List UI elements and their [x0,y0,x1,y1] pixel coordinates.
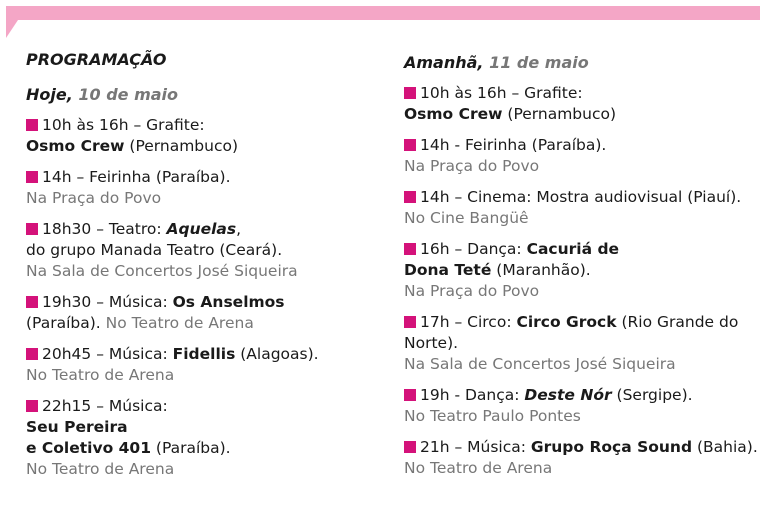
event-venue: No Teatro de Arena [105,314,254,332]
event-venue: No Teatro de Arena [404,459,553,477]
event-artist: Aquelas [166,220,237,238]
event-time-type: 14h - Feirinha (Paraíba). [420,136,607,154]
event-origin: (Rio Grande do [616,313,739,331]
bullet-square-icon [26,296,38,308]
schedule-today-column [26,48,386,490]
day-date: 10 de maio [78,85,179,104]
event-artist: e Coletivo 401 [26,439,151,457]
event-artist: Osmo Crew [26,137,125,155]
list-item [404,385,764,427]
list-item [26,115,386,157]
event-origin: (Bahia). [692,438,758,456]
event-time-type: 19h30 – Música: [42,293,173,311]
event-time-type: 19h - Dança: [420,386,525,404]
list-item [404,312,764,375]
event-time-type: 21h – Música: [420,438,531,456]
bullet-square-icon [26,171,38,183]
event-venue: No Cine Bangüê [404,209,529,227]
day-date: 11 de maio [489,53,589,72]
event-origin: (Sergipe). [611,386,693,404]
bullet-square-icon [404,389,416,401]
event-time-type: 14h – Feirinha (Paraíba). [42,168,231,186]
event-origin: (Paraíba). [150,439,231,457]
event-time-type: 18h30 – Teatro: [42,220,167,238]
bullet-square-icon [26,348,38,360]
list-item [404,187,764,229]
bullet-square-icon [26,400,38,412]
list-item [404,135,764,177]
event-venue: No Teatro de Arena [26,366,175,384]
list-item [26,344,386,386]
event-origin: (Alagoas). [235,345,319,363]
event-punct: , [236,220,242,238]
event-artist: Fidellis [172,345,236,363]
list-item [404,83,764,125]
header-accent-bar [6,6,760,20]
list-item [26,292,386,334]
bullet-square-icon [404,139,416,151]
event-artist: Cacuriá de [526,240,620,258]
event-venue: Na Praça do Povo [26,189,162,207]
day-label: Amanhã, [404,53,484,72]
event-artist: Dona Teté [404,261,492,279]
schedule-tomorrow-column [404,48,764,489]
list-item [26,167,386,209]
event-venue: Na Praça do Povo [404,282,540,300]
list-item [26,396,386,480]
event-time-type: 10h às 16h – Grafite: [420,84,583,102]
bullet-square-icon [404,87,416,99]
list-item [26,219,386,282]
event-origin: Norte). [404,334,459,352]
event-origin: do grupo Manada Teatro (Ceará). [26,241,283,259]
bullet-square-icon [404,441,416,453]
bullet-square-icon [404,316,416,328]
page-title: PROGRAMAÇÃO [26,50,167,69]
event-venue: No Teatro Paulo Pontes [404,407,581,425]
event-venue: Na Praça do Povo [404,157,540,175]
event-time-type: 20h45 – Música: [42,345,173,363]
event-origin: (Paraíba). [26,314,106,332]
bullet-square-icon [26,223,38,235]
event-time-type: 14h – Cinema: Mostra audiovisual (Piauí). [420,188,742,206]
bullet-square-icon [404,191,416,203]
event-artist: Circo Grock [516,313,617,331]
event-artist: Deste Nór [524,386,612,404]
event-time-type: 16h – Dança: [420,240,527,258]
event-venue: Na Sala de Concertos José Siqueira [26,262,298,280]
event-time-type: 10h às 16h – Grafite: [42,116,205,134]
event-venue: No Teatro de Arena [26,460,175,478]
header-accent-corner [6,20,18,38]
event-venue: Na Sala de Concertos José Siqueira [404,355,676,373]
bullet-square-icon [26,119,38,131]
event-origin: (Pernambuco) [129,137,239,155]
bullet-square-icon [404,243,416,255]
event-origin: (Maranhão). [491,261,591,279]
event-origin: (Pernambuco) [507,105,617,123]
list-item [404,437,764,479]
event-time-type: 22h15 – Música: [42,397,168,415]
day-label: Hoje, [26,85,73,104]
event-time-type: 17h – Circo: [420,313,517,331]
event-artist: Osmo Crew [404,105,503,123]
day-title-today [26,83,386,107]
event-artist: Seu Pereira [26,418,128,436]
list-item [404,239,764,302]
day-title-tomorrow [404,51,764,75]
event-artist: Os Anselmos [172,293,285,311]
event-artist: Grupo Roça Sound [530,438,693,456]
